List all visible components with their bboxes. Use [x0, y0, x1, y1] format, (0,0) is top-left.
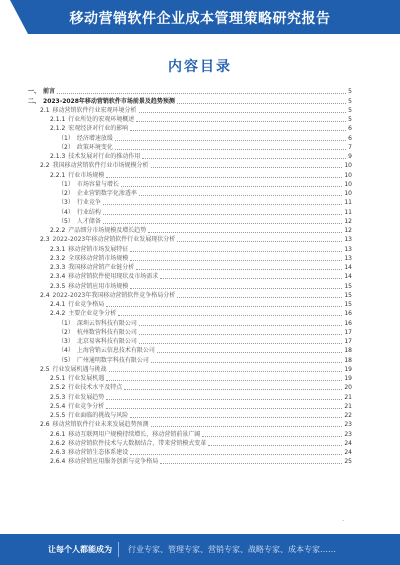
- toc-entry[interactable]: [40, 419, 352, 428]
- toc-entry-number: 2.5.4: [50, 402, 66, 410]
- toc-leader-dots: [130, 260, 342, 261]
- toc-entry[interactable]: [58, 197, 352, 206]
- toc-entry-page: 7: [348, 143, 352, 151]
- toc-entry-page: 12: [344, 217, 352, 225]
- toc-entry-number: 2.3.3: [50, 264, 66, 271]
- toc-entry-number: 2.1.2: [50, 125, 66, 133]
- toc-leader-dots: [177, 103, 346, 104]
- toc-entry[interactable]: [40, 234, 352, 243]
- toc-entry-title: 2022-2023年移动营销软件行业发展现状分析: [52, 236, 176, 244]
- toc-entry[interactable]: [58, 142, 352, 151]
- toc-leader-dots: [115, 149, 346, 150]
- toc-entry-page: 11: [344, 199, 352, 207]
- toc-entry-number: （1）: [58, 319, 74, 327]
- toc-entry-number: 2.6.1: [50, 430, 66, 438]
- toc-leader-dots: [139, 343, 343, 344]
- toc-entry-number: 一、: [28, 88, 41, 96]
- toc-leader-dots: [136, 121, 346, 122]
- toc-entry-page: 20: [344, 384, 352, 392]
- toc-entry-number: 2.5.3: [50, 393, 66, 401]
- toc-leader-dots: [157, 352, 343, 353]
- toc-entry-title: 我国移动营销软件行业市场规模分析: [52, 162, 149, 170]
- toc-entry-title: 移动互联网用户规模持续增长，移动营销前景广阔: [68, 430, 201, 438]
- page-marker: ·: [342, 518, 344, 525]
- toc-leader-dots: [130, 454, 342, 455]
- toc-entry-title: 我国移动营销产业链分析: [68, 264, 135, 271]
- toc-leader-dots: [177, 297, 342, 298]
- toc-leader-dots: [208, 445, 342, 446]
- toc-entry-page: 23: [344, 430, 352, 438]
- toc-entry-title: 行业竞争分析: [68, 402, 105, 410]
- toc-entry-number: 2.1.1: [50, 116, 66, 123]
- toc-entry-number: 2.5.5: [50, 412, 66, 419]
- toc-entry-number: （4）: [58, 347, 74, 355]
- toc-entry[interactable]: [40, 105, 352, 114]
- toc-entry[interactable]: [28, 95, 352, 104]
- report-title: 移动营销软件企业成本管理策略研究报告: [69, 11, 331, 27]
- toc-leader-dots: [177, 241, 342, 242]
- toc-entry[interactable]: [58, 345, 352, 354]
- toc-entry-title: 行业发展机遇: [68, 375, 105, 382]
- toc-entry-title: 2023-2028年移动营销软件市场前景及趋势预测: [43, 97, 175, 105]
- toc-entry-title: 2022-2023年我国移动营销软件竞争格局分析: [52, 291, 176, 299]
- toc-entry-page: 10: [344, 180, 352, 188]
- toc-entry-number: 2.3: [40, 236, 50, 244]
- toc-entry-number: 2.6.4: [50, 458, 66, 466]
- toc-entry-page: 10: [344, 190, 352, 197]
- toc-leader-dots: [142, 158, 346, 159]
- toc-entry-number: 2.3.2: [50, 254, 66, 262]
- toc-leader-dots: [139, 325, 343, 326]
- toc-entry-page: 24: [344, 449, 352, 456]
- toc-leader-dots: [103, 223, 343, 224]
- toc-entry[interactable]: [50, 428, 352, 437]
- toc-entry-page: 25: [344, 458, 352, 466]
- toc-entry[interactable]: [50, 225, 352, 234]
- toc-entry[interactable]: [50, 262, 352, 271]
- toc-entry-title: 行业竞争格局: [68, 301, 105, 308]
- toc-entry-page: 18: [344, 356, 352, 364]
- toc-leader-dots: [103, 204, 343, 205]
- footer-divider: [118, 542, 119, 557]
- toc-entry-number: （1）: [58, 180, 74, 188]
- toc-entry[interactable]: [50, 456, 352, 465]
- toc-entry-title: 企业营销数字化渗透率: [76, 190, 137, 197]
- toc-leader-dots: [106, 408, 342, 409]
- toc-entry-number: 2.1: [40, 106, 50, 114]
- toc-entry[interactable]: [40, 160, 352, 169]
- toc-entry-page: 13: [344, 254, 352, 262]
- toc-leader-dots: [139, 112, 347, 113]
- toc-entry-page: 6: [348, 125, 352, 133]
- toc-entry-title: 移动营销生态体系建设: [68, 449, 129, 456]
- toc-entry-page: 12: [344, 227, 352, 234]
- toc-entry[interactable]: [50, 253, 352, 262]
- toc-entry-title: 上海营销云信息技术有限公司: [76, 347, 155, 355]
- toc-entry-number: 2.6.3: [50, 449, 66, 456]
- toc-leader-dots: [115, 140, 346, 141]
- toc-entry-title: 政策环境变化: [76, 143, 113, 151]
- toc-entry-title: 广州通明数字科技有限公司: [76, 356, 149, 364]
- toc-leader-dots: [151, 167, 343, 168]
- toc-entry[interactable]: [50, 373, 352, 382]
- toc-entry-page: 21: [344, 402, 352, 410]
- toc-entry-title: 移动营销应用市场规模: [68, 282, 129, 290]
- toc-entry[interactable]: [50, 151, 352, 160]
- toc-leader-dots: [103, 214, 343, 215]
- toc-leader-dots: [109, 371, 343, 372]
- toc-entry-page: 15: [344, 301, 352, 308]
- toc-leader-dots: [160, 463, 342, 464]
- toc-entry[interactable]: [58, 327, 352, 336]
- footer-roles: 行业专家、管理专家、营销专家、战略专家、成本专家……: [128, 545, 336, 554]
- toc-entry[interactable]: [50, 243, 352, 252]
- toc-leader-dots: [57, 93, 346, 94]
- toc-leader-dots: [106, 399, 342, 400]
- toc-entry-title: 主要企业竞争分析: [68, 310, 117, 318]
- toc-leader-dots: [130, 251, 342, 252]
- toc-entry-page: 19: [344, 365, 352, 373]
- toc-entry-page: 13: [344, 236, 352, 244]
- toc-entry-title: 移动营销软件行业宏观环境分析: [52, 106, 137, 114]
- toc-entry[interactable]: [50, 391, 352, 400]
- toc-leader-dots: [130, 288, 342, 289]
- toc-entry-number: （3）: [58, 338, 74, 345]
- toc-entry-page: 5: [348, 106, 352, 114]
- toc-entry[interactable]: [50, 438, 352, 447]
- toc-entry[interactable]: [50, 123, 352, 132]
- toc-entry-number: 2.4.1: [50, 301, 66, 308]
- toc-entry-number: （4）: [58, 208, 74, 216]
- toc-entry[interactable]: [50, 382, 352, 391]
- toc-entry-number: 二、: [28, 97, 41, 105]
- toc-entry[interactable]: [58, 216, 352, 225]
- toc-entry-title: 北京易客科技有限公司: [76, 338, 137, 345]
- toc-entry-number: 2.4.2: [50, 310, 66, 318]
- toc-entry-title: 市场容量与增长: [76, 180, 119, 188]
- toc-entry-page: 15: [344, 291, 352, 299]
- toc-entry-title: 前言: [43, 88, 56, 96]
- toc-entry[interactable]: [50, 401, 352, 410]
- toc-entry-page: 14: [344, 273, 352, 281]
- toc-entry[interactable]: [50, 271, 352, 280]
- toc-entry-page: 16: [344, 310, 352, 318]
- toc-entry-title: 宏观经济对行业的影响: [68, 125, 129, 133]
- toc-entry[interactable]: [58, 317, 352, 326]
- toc-leader-dots: [151, 426, 343, 427]
- toc-entry-number: （3）: [58, 199, 74, 207]
- toc-entry-page: 16: [344, 319, 352, 327]
- toc-entry-page: 13: [344, 245, 352, 253]
- toc-entry-page: 9: [348, 153, 352, 160]
- toc-leader-dots: [160, 278, 342, 279]
- toc-entry-page: 23: [344, 421, 352, 429]
- toc-entry-title: 行业面临的挑战与风险: [68, 412, 129, 419]
- toc-entry-title: 全球移动营销市场规模: [68, 254, 129, 262]
- toc-entry-title: 行业市场规模: [68, 171, 105, 179]
- toc-entry-number: 2.3.4: [50, 273, 66, 281]
- toc-entry-number: 2.6.2: [50, 439, 66, 447]
- toc-entry[interactable]: [40, 364, 352, 373]
- toc-entry-number: 2.1.3: [50, 153, 66, 160]
- toc-entry-title: 深圳云智科技有限公司: [76, 319, 137, 327]
- toc-leader-dots: [121, 186, 343, 187]
- toc-entry-number: （2）: [58, 190, 74, 197]
- toc-leader-dots: [139, 195, 343, 196]
- toc-entry-title: 产品细分市场规模及增长趋势: [68, 227, 147, 234]
- toc-entry[interactable]: [50, 299, 352, 308]
- toc-entry-number: 2.2: [40, 162, 50, 170]
- toc-entry[interactable]: [58, 336, 352, 345]
- toc-entry[interactable]: [50, 410, 352, 419]
- toc-entry-page: 5: [348, 97, 352, 105]
- table-of-contents: [28, 86, 352, 465]
- toc-leader-dots: [139, 334, 343, 335]
- toc-entry-page: 14: [344, 264, 352, 271]
- toc-leader-dots: [106, 380, 342, 381]
- toc-entry-page: 19: [344, 375, 352, 382]
- page-header: [0, 0, 400, 34]
- toc-entry-page: 21: [344, 393, 352, 401]
- toc-leader-dots: [106, 306, 342, 307]
- toc-leader-dots: [130, 417, 342, 418]
- toc-entry-number: 2.5.2: [50, 384, 66, 392]
- toc-entry-page: 15: [344, 282, 352, 290]
- toc-entry-page: 5: [348, 88, 352, 96]
- toc-entry[interactable]: [28, 86, 352, 95]
- toc-entry-number: （5）: [58, 356, 74, 364]
- toc-entry-number: 2.4: [40, 291, 50, 299]
- toc-entry-page: 10: [344, 162, 352, 170]
- toc-entry-title: 人才储备: [76, 217, 101, 225]
- toc-entry-page: 10: [344, 171, 352, 179]
- toc-entry[interactable]: [50, 447, 352, 456]
- toc-entry-number: 2.6: [40, 421, 50, 429]
- toc-entry-title: 经济增速放缓: [76, 134, 113, 142]
- toc-entry[interactable]: [40, 290, 352, 299]
- toc-entry-number: 2.5.1: [50, 375, 66, 382]
- toc-entry[interactable]: [50, 114, 352, 123]
- toc-entry[interactable]: [58, 188, 352, 197]
- page-footer: [0, 534, 400, 565]
- toc-entry-title: 移动营销软件技术与大数据结合，带来营销模式变革: [68, 439, 207, 447]
- toc-entry[interactable]: [58, 179, 352, 188]
- toc-entry[interactable]: [50, 169, 352, 178]
- toc-entry-title: 行业所处的宏观环境概述: [68, 116, 135, 123]
- toc-leader-dots: [130, 130, 346, 131]
- toc-entry[interactable]: [58, 132, 352, 141]
- toc-entry-title: 行业技术水平及特点: [68, 384, 123, 392]
- toc-leader-dots: [202, 436, 342, 437]
- toc-entry-page: 17: [344, 338, 352, 345]
- toc-entry-page: 5: [348, 116, 352, 123]
- toc-entry-page: 24: [344, 439, 352, 447]
- toc-entry[interactable]: [58, 206, 352, 215]
- toc-leader-dots: [151, 362, 343, 363]
- toc-entry-title: 行业发展机遇与挑战: [52, 365, 107, 373]
- toc-entry-page: 11: [344, 208, 352, 216]
- toc-entry-page: 6: [348, 134, 352, 142]
- toc-entry-page: 22: [344, 412, 352, 419]
- toc-entry-number: 2.2.1: [50, 171, 66, 179]
- toc-leader-dots: [118, 315, 342, 316]
- toc-entry-number: （2）: [58, 143, 74, 151]
- toc-entry-number: 2.5: [40, 365, 50, 373]
- toc-entry-title: 行业结构: [76, 208, 101, 216]
- toc-entry[interactable]: [58, 354, 352, 363]
- toc-entry-title: 移动营销市场发展特征: [68, 245, 129, 253]
- toc-leader-dots: [148, 232, 342, 233]
- toc-entry-number: （5）: [58, 217, 74, 225]
- toc-entry[interactable]: [50, 308, 352, 317]
- toc-leader-dots: [106, 177, 342, 178]
- toc-leader-dots: [136, 269, 342, 270]
- toc-entry-number: 2.3.1: [50, 245, 66, 253]
- toc-entry-number: 2.2.2: [50, 227, 66, 234]
- toc-entry-page: 18: [344, 347, 352, 355]
- toc-entry-page: 17: [344, 328, 352, 336]
- toc-heading: 内容目录: [168, 59, 232, 75]
- toc-entry-number: （2）: [58, 328, 74, 336]
- toc-entry-title: 行业竞争: [76, 199, 101, 207]
- toc-entry-title: 移动营销应用服务创新与竞争格局: [68, 458, 159, 466]
- toc-entry-title: 移动营销软件行业未来发展趋势预测: [52, 421, 149, 429]
- toc-entry-number: （1）: [58, 134, 74, 142]
- toc-entry-title: 移动营销软件使用现状及市场需求: [68, 273, 159, 281]
- toc-entry-title: 杭州数营科技有限公司: [76, 328, 137, 336]
- toc-entry[interactable]: [50, 280, 352, 289]
- toc-leader-dots: [124, 389, 342, 390]
- toc-entry-number: 2.3.5: [50, 282, 66, 290]
- toc-entry-title: 行业发展趋势: [68, 393, 105, 401]
- footer-slogan: 让每个人都能成为: [48, 545, 112, 554]
- toc-entry-title: 技术发展对行业的推动作用: [68, 153, 141, 160]
